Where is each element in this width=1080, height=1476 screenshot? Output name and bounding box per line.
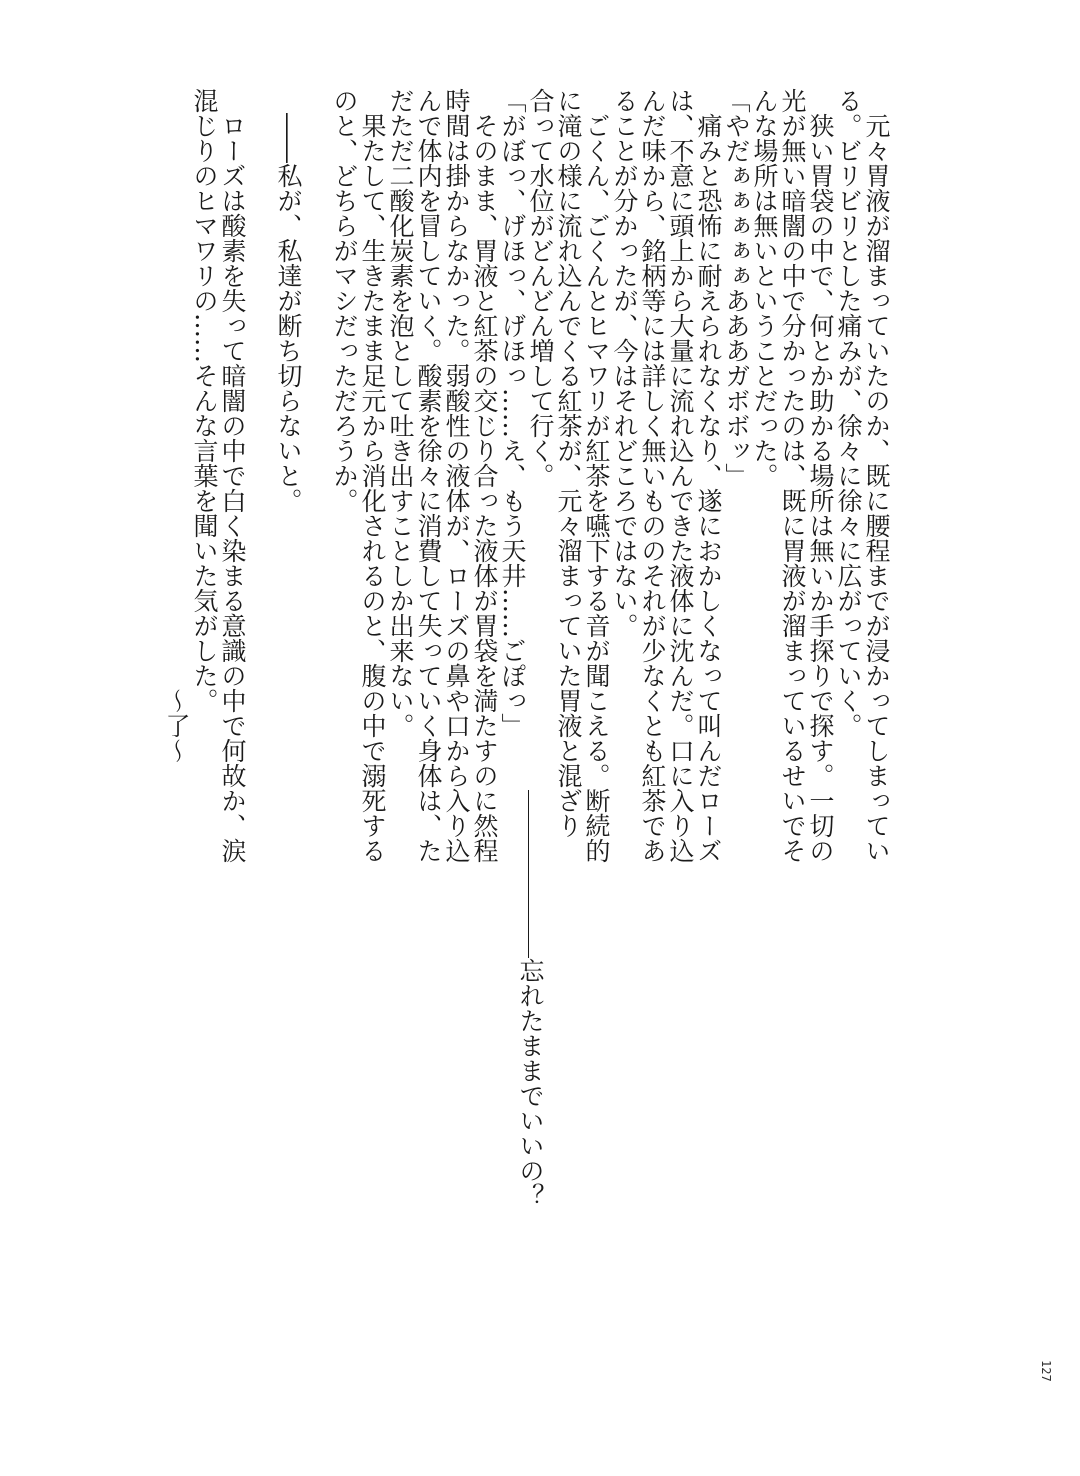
page-number: 127 xyxy=(1039,1360,1053,1382)
text-column: は、不意に頭上から大量に流れ込んできた液体に沈んだ。口に入り込 xyxy=(666,88,695,863)
text-column: ～了～ xyxy=(162,688,191,763)
text-column: んだ味から、銘柄等には詳しく無いもののそれが少なくとも紅茶であ xyxy=(638,88,667,863)
text-column: ――私が、私達が断ち切らないと。 xyxy=(274,88,303,513)
text-column: 痛みと恐怖に耐えられなくなり、遂におかしくなって叫んだローズ xyxy=(694,88,723,863)
text-column: 果たして、生きたまま足元から消化されるのと、腹の中で溺死する xyxy=(358,88,387,863)
text-column: のと、どちらがマシだっただろうか。 xyxy=(330,88,359,513)
text-column: 光が無い暗闇の中で分かったのは、既に胃液が溜まっているせいでそ xyxy=(778,88,807,863)
text-column: 「やだぁぁぁぁぁあああガボボッ」 xyxy=(722,88,751,488)
text-column: ることが分かったが、今はそれどころではない。 xyxy=(610,88,639,638)
text-column: そのまま、胃液と紅茶の交じり合った液体が胃袋を満たすのに然程 xyxy=(470,88,499,863)
text-column: だただ二酸化炭素を泡として吐き出すことしか出来ない。 xyxy=(386,88,415,738)
text-column: 時間は掛からなかった。弱酸性の液体が、ローズの鼻や口から入り込 xyxy=(442,88,471,863)
epigraph-text: 忘れたままでいいの？ xyxy=(516,958,545,1208)
text-column: に滝の様に流れ込んでくる紅茶が、元々溜まっていた胃液と混ざり xyxy=(554,88,583,838)
text-column: ローズは酸素を失って暗闇の中で白く染まる意識の中で何故か、涙 xyxy=(218,88,247,863)
text-column: 混じりのヒマワリの……そんな言葉を聞いた気がした。 xyxy=(190,88,219,713)
text-column: 元々胃液が溜まっていたのか、既に腰程までが浸かってしまってい xyxy=(862,88,891,863)
text-column: 「がぼっ、げほっ、げほっ……え、もう天井……ごぽっ」 xyxy=(498,88,527,738)
text-column: 狭い胃袋の中で、何とか助かる場所は無いか手探りで探す。一切の xyxy=(806,88,835,863)
text-column: んで体内を冒していく。酸素を徐々に消費して失っていく身体は、た xyxy=(414,88,443,863)
text-column: んな場所は無いということだった。 xyxy=(750,88,779,488)
text-column: 合って水位がどんどん増して行く。 xyxy=(526,88,555,488)
text-column: ごくん、ごくんとヒマワリが紅茶を嚥下する音が聞こえる。断続的 xyxy=(582,88,611,863)
text-column: る。ビリビリとした痛みが、徐々に徐々に広がっていく。 xyxy=(834,88,863,738)
epigraph-dash-line xyxy=(528,790,529,958)
